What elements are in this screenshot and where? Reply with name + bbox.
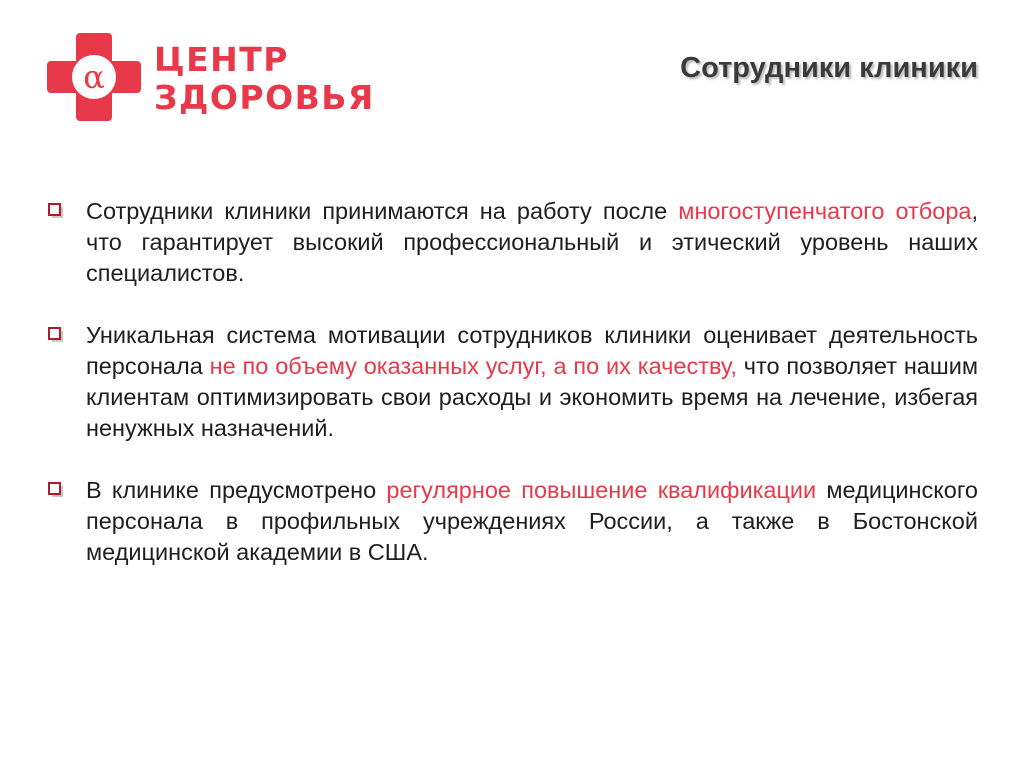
bullet-highlight: многоступенчатого отбора bbox=[678, 198, 972, 224]
logo-line-1: ЦЕНТР bbox=[154, 40, 289, 79]
bullet-text: Уникальная система мотивации сотрудников клиники оценивает деятельность персонала bbox=[86, 322, 978, 379]
logo-wordmark bbox=[154, 41, 375, 117]
logo-line-2: ЗДОРОВЬЯ bbox=[154, 78, 375, 117]
checkbox-bullet-icon bbox=[48, 327, 64, 343]
checkbox-bullet-icon bbox=[48, 482, 64, 498]
checkbox-bullet-icon bbox=[48, 203, 64, 219]
bullet-highlight: регулярное повышение квалификации bbox=[386, 477, 817, 503]
bullet-list bbox=[48, 196, 978, 568]
bullet-text: В клинике предусмотрено bbox=[86, 477, 387, 503]
bullet-item bbox=[48, 475, 978, 568]
bullet-text: , что гарантирует высокий профессиональный и этический уровень наших специалистов. bbox=[86, 198, 978, 286]
logo-symbol: α bbox=[83, 58, 105, 96]
bullet-highlight: не по объему оказанных услуг, а по их качеству, bbox=[209, 353, 737, 379]
bullet-item bbox=[48, 196, 978, 289]
bullet-text: медицинского персонала в профильных учреждениях России, а также в Бостонской медицинской академии в США. bbox=[86, 477, 978, 565]
clinic-logo bbox=[44, 30, 384, 126]
slide-title: Сотрудники клиники bbox=[680, 52, 978, 84]
bullet-text: Сотрудники клиники принимаются на работу после bbox=[86, 198, 679, 224]
bullet-item bbox=[48, 320, 978, 444]
medical-cross-logo-icon bbox=[44, 30, 144, 124]
bullet-text: что позволяет нашим клиентам оптимизировать свои расходы и экономить время на лечение, избегая ненужных назначений. bbox=[86, 353, 979, 441]
